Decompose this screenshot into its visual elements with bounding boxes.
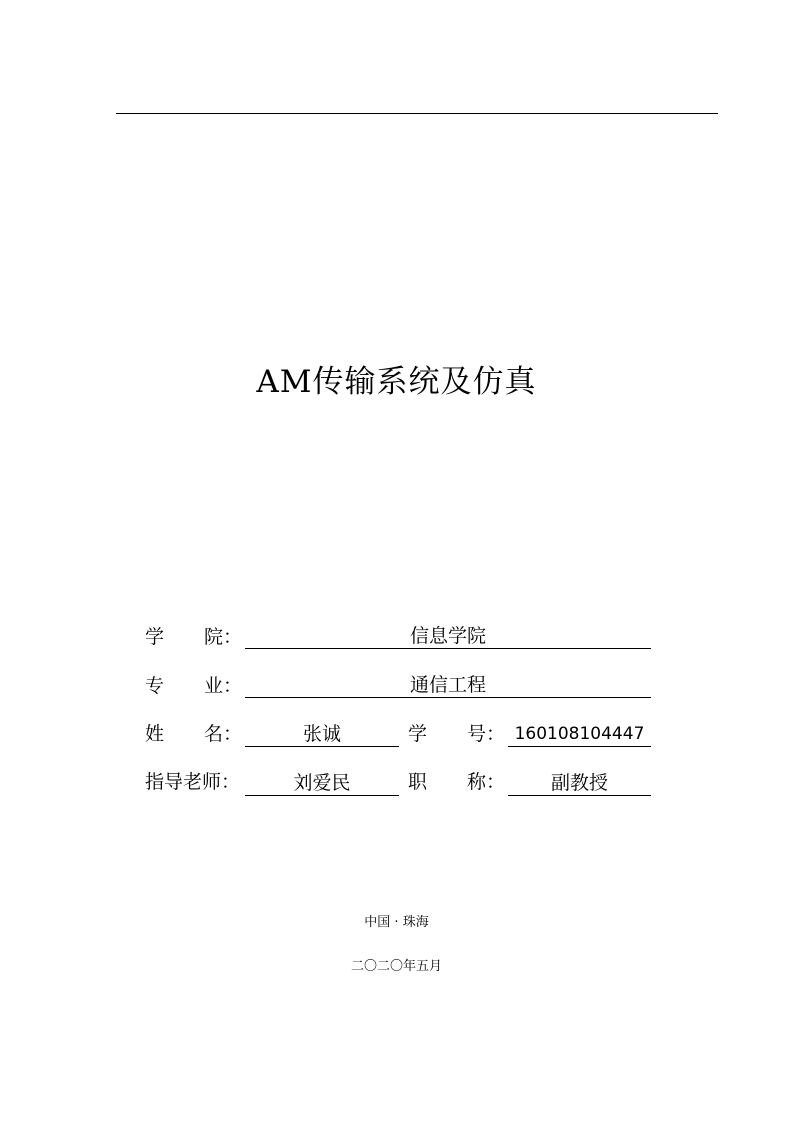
advisor-title-colon: ： [486, 771, 506, 793]
advisor-label-text: 指导老师 [145, 771, 222, 793]
student-id-colon: ： [486, 723, 506, 745]
college-label-char1: 学 [145, 626, 165, 648]
header-rule [116, 113, 718, 114]
college-colon: ： [223, 626, 243, 648]
name-colon: ： [223, 723, 243, 745]
major-value: 通信工程 [245, 673, 651, 698]
advisor-label [145, 770, 240, 794]
footer-date: 二〇二〇年五月 [350, 959, 442, 974]
document-title: AM传输系统及仿真 [256, 364, 537, 400]
major-label-char1: 专 [145, 675, 165, 697]
footer-place: 中国 · 珠海 [364, 915, 429, 930]
advisor-value: 刘爱民 [245, 771, 399, 796]
advisor-title-label [408, 770, 505, 794]
name-value: 张诚 [245, 722, 399, 747]
student-id-label-char2: 号 [467, 723, 487, 745]
name-label-char2: 名 [204, 723, 224, 745]
major-colon: ： [223, 675, 243, 697]
name-label [145, 722, 242, 746]
advisor-title-value: 副教授 [508, 771, 651, 796]
college-value: 信息学院 [245, 624, 651, 649]
college-label-char2: 院 [204, 626, 224, 648]
name-label-char1: 姓 [145, 723, 165, 745]
college-label [145, 625, 242, 649]
major-label-char2: 业 [204, 675, 224, 697]
student-id-label-char1: 学 [408, 723, 428, 745]
advisor-colon: ： [221, 771, 241, 793]
student-id-value: 160108104447 [508, 722, 651, 747]
major-label [145, 674, 242, 698]
advisor-title-label-char1: 职 [408, 771, 428, 793]
advisor-title-label-char2: 称 [467, 771, 487, 793]
student-id-label [408, 722, 505, 746]
